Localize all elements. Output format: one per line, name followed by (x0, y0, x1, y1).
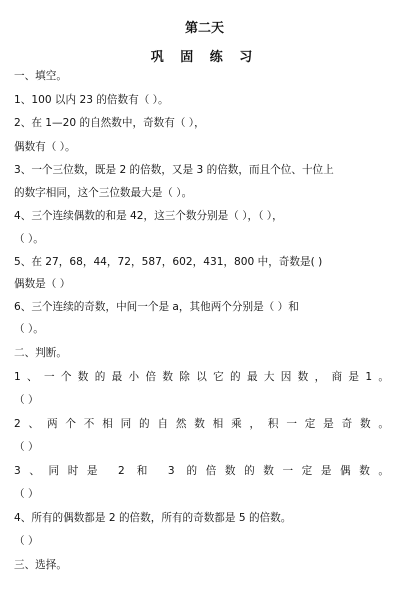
answer-blank: （ ） (14, 441, 39, 453)
question-line: 偶数有（ ）。 (14, 141, 76, 153)
question-line: （ ）。 (14, 323, 44, 335)
question-line: 2、在 1—20 的自然数中，奇数有（ ）， (14, 117, 205, 129)
section-title: 巩 固 练 习 (150, 50, 259, 65)
question-line: 4、三个连续偶数的和是 42，这三个数分别是（ ），（ ）， (14, 210, 283, 222)
judge-line: 1、一个数的最小倍数除以它的最大因数，商是1。 (14, 371, 389, 383)
judge-line: 4、所有的偶数都是 2 的倍数，所有的奇数都是 5 的倍数。 (14, 512, 292, 524)
question-line: 偶数是（ ） (14, 278, 71, 290)
answer-blank: （ ） (14, 488, 39, 500)
judge-line: 3、同时是 2 和 3 的倍数的数一定是偶数。 (14, 465, 389, 477)
question-line: 1、100 以内 23 的倍数有（ ）。 (14, 94, 169, 106)
answer-blank: （ ） (14, 394, 39, 406)
question-line: 3、一个三位数，既是 2 的倍数，又是 3 的倍数，而且个位、十位上 (14, 164, 334, 176)
question-line: 6、三个连续的奇数，中间一个是 a，其他两个分别是（ ）和 (14, 301, 299, 313)
fill-in-heading: 一、填空。 (14, 70, 67, 82)
choice-heading: 三、选择。 (14, 559, 67, 571)
judge-line: 2、两个不相同的自然数相乘，积一定是奇数。 (14, 418, 389, 430)
day-title: 第二天 (184, 21, 224, 36)
judge-heading: 二、判断。 (14, 347, 67, 359)
question-line: （ ）。 (14, 233, 44, 245)
question-line: 5、在 27，68，44，72，587，602，431，800 中，奇数是( ) (14, 256, 323, 268)
answer-blank: （ ） (14, 535, 39, 547)
question-line: 的数字相同，这个三位数最大是（ ）。 (14, 187, 193, 199)
